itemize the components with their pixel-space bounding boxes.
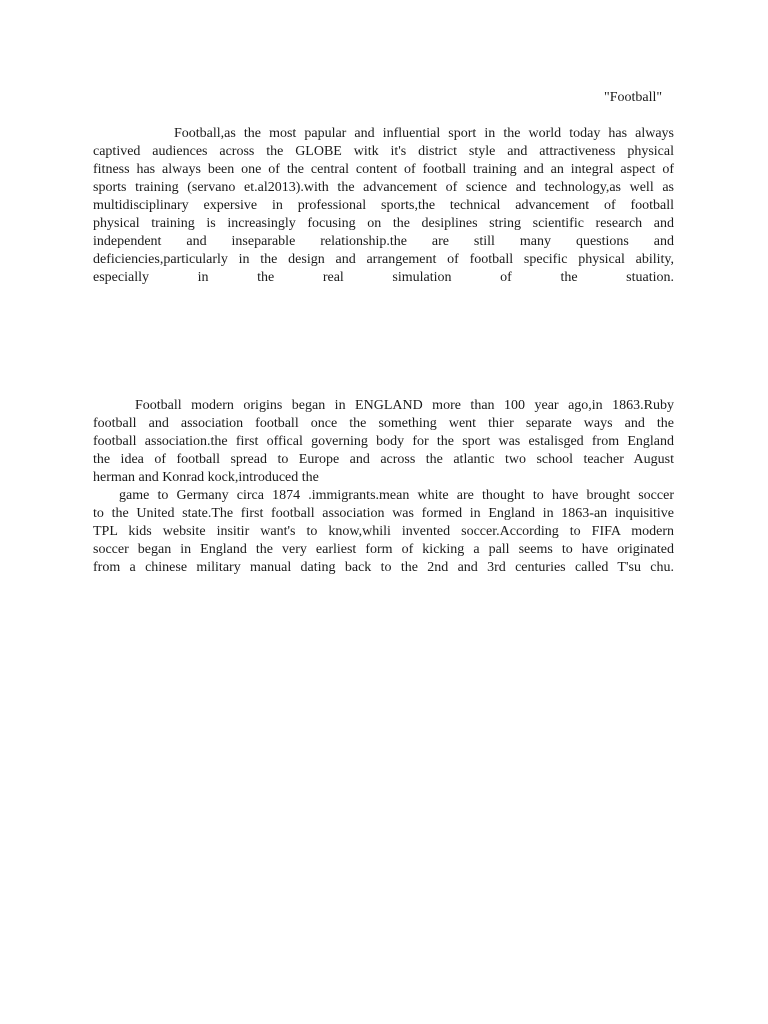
paragraph-1-line: deficiencies,particularly in the design and arrangement of football specific physical ability, <box>93 252 674 267</box>
paragraph-2-line: football association.the first offical governing body for the sport was estalisged from England <box>93 434 674 449</box>
paragraph-2-line: game to Germany circa 1874 .immigrants.mean white are thought to have brought soccer <box>119 488 674 503</box>
paragraph-1-line: sports training (servano et.al2013).with the advancement of science and technology,as well as <box>93 180 674 195</box>
paragraph-1-line: especially in the real simulation of the stuation. <box>93 270 674 285</box>
paragraph-1-line: Football,as the most papular and influential sport in the world today has always <box>174 126 674 141</box>
paragraph-2-line: soccer began in England the very earliest form of kicking a pall seems to have originated <box>93 542 674 557</box>
paragraph-2 <box>93 397 674 577</box>
paragraph-2-line: football and association football once the something went thier separate ways and the <box>93 416 674 431</box>
paragraph-2-line: herman and Konrad kock,introduced the <box>93 470 319 485</box>
paragraph-2-line: TPL kids website insitir want's to know,whili invented soccer.According to FIFA modern <box>93 524 674 539</box>
paragraph-2-line: Football modern origins began in ENGLAND more than 100 year ago,in 1863.Ruby <box>135 398 674 413</box>
paragraph-2-line: the idea of football spread to Europe and across the atlantic two school teacher August <box>93 452 674 467</box>
paragraph-1-line: multidisciplinary expersive in professional sports,the technical advancement of football <box>93 198 674 213</box>
paragraph-1-line: independent and inseparable relationship.the are still many questions and <box>93 234 674 249</box>
paragraph-2-line: from a chinese military manual dating back to the 2nd and 3rd centuries called T'su chu. <box>93 560 674 575</box>
document-title: "Football" <box>604 90 663 105</box>
paragraph-1 <box>93 125 674 287</box>
paragraph-1-line: fitness has always been one of the central content of football training and an integral aspect of <box>93 162 674 177</box>
paragraph-1-line: captived audiences across the GLOBE witk it's district style and attractiveness physical <box>93 144 674 159</box>
paragraph-2-line: to the United state.The first football association was formed in England in 1863-an inquisitive <box>93 506 674 521</box>
paragraph-1-line: physical training is increasingly focusing on the desiplines string scientific research and <box>93 216 674 231</box>
